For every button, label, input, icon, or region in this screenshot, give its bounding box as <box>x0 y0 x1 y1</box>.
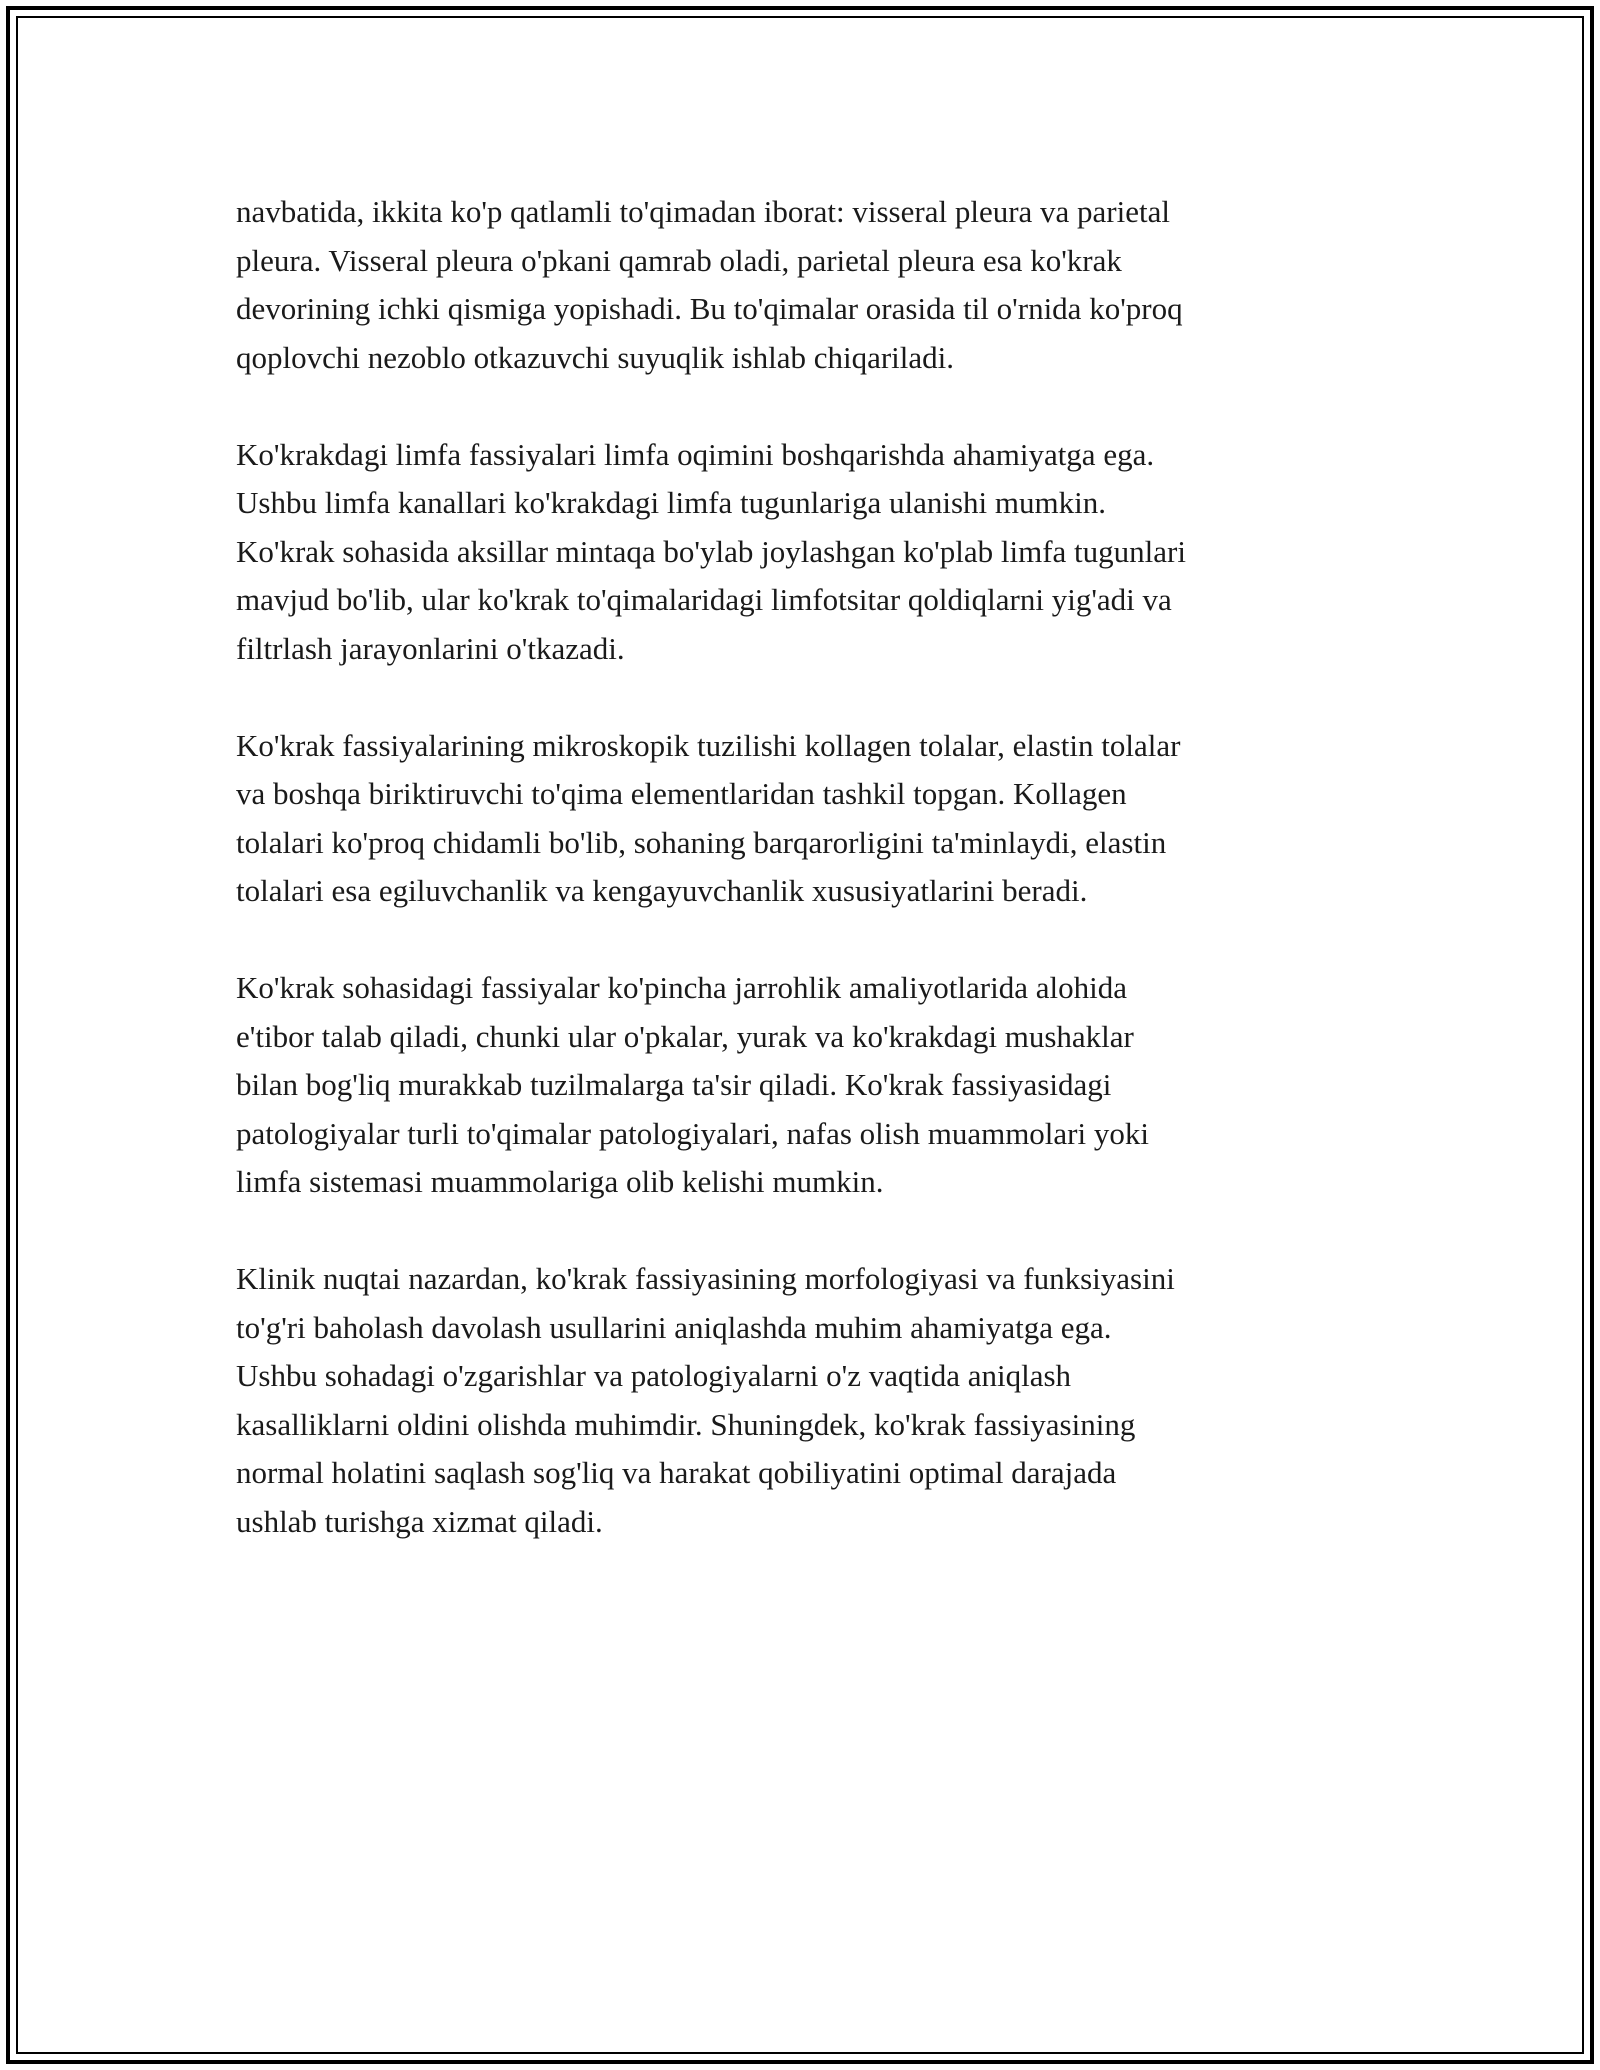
text-line: ushlab turishga xizmat qiladi. <box>236 1503 603 1539</box>
text-line: tolalari ko'proq chidamli bo'lib, sohaning barqarorligini ta'minlaydi, elastin <box>236 824 1167 860</box>
text-line: Ushbu limfa kanallari ko'krakdagi limfa tugunlariga ulanishi mumkin. <box>236 485 1106 520</box>
text-line: mavjud bo'lib, ular ko'krak to'qimalaridagi limfotsitar qoldiqlarni yig'adi va <box>236 582 1172 617</box>
text-line: tolalari esa egiluvchanlik va kengayuvchanlik xususiyatlarini beradi. <box>236 873 1088 908</box>
text-line: devorining ichki qismiga yopishadi. Bu to'qimalar orasida til o'rnida ko'proq <box>236 291 1183 326</box>
text-line: filtrlash jarayonlarini o'tkazadi. <box>236 630 625 666</box>
text-line: kasalliklarni oldini olishda muhimdir. Shuningdek, ko'krak fassiyasining <box>236 1406 1136 1442</box>
text-line: normal holatini saqlash sog'liq va harakat qobiliyatini optimal darajada <box>236 1455 1117 1490</box>
text-line: limfa sistemasi muammolariga olib kelishi mumkin. <box>236 1164 884 1199</box>
paragraph-3 <box>236 722 1366 916</box>
text-line: navbatida, ikkita ko'p qatlamli to'qimadan iborat: visseral pleura va parietal <box>236 194 1170 229</box>
text-line: va boshqa biriktiruvchi to'qima elementlaridan tashkil topgan. Kollagen <box>236 776 1127 811</box>
paragraph-5 <box>236 1255 1366 1546</box>
text-line: bilan bog'liq murakkab tuzilmalarga ta'sir qiladi. Ko'krak fassiyasidagi <box>236 1067 1112 1102</box>
text-line: Ushbu sohadagi o'zgarishlar va patologiyalarni o'z vaqtida aniqlash <box>236 1358 1072 1393</box>
text-line: pleura. Visseral pleura o'pkani qamrab oladi, parietal pleura esa ko'krak <box>236 242 1122 278</box>
document-body <box>236 188 1366 1595</box>
text-line: qoplovchi nezoblo otkazuvchi suyuqlik ishlab chiqariladi. <box>236 339 955 375</box>
paragraph-4 <box>236 964 1366 1207</box>
text-line: Ko'krak sohasidagi fassiyalar ko'pincha jarrohlik amaliyotlarida alohida <box>236 970 1127 1005</box>
paragraph-2 <box>236 431 1366 674</box>
text-line: e'tibor talab qiladi, chunki ular o'pkalar, yurak va ko'krakdagi mushaklar <box>236 1018 1134 1054</box>
text-line: Ko'krak fassiyalarining mikroskopik tuzilishi kollagen tolalar, elastin tolalar <box>236 727 1181 763</box>
text-line: Klinik nuqtai nazardan, ko'krak fassiyasining morfologiyasi va funksiyasini <box>236 1261 1175 1296</box>
text-line: patologiyalar turli to'qimalar patologiyalari, nafas olish muammolari yoki <box>236 1115 1149 1151</box>
text-line: Ko'krak sohasida aksillar mintaqa bo'ylab joylashgan ko'plab limfa tugunlari <box>236 533 1186 569</box>
paragraph-1 <box>236 188 1366 382</box>
text-line: to'g'ri baholash davolash usullarini aniqlashda muhim ahamiyatga ega. <box>236 1309 1112 1345</box>
text-line: Ko'krakdagi limfa fassiyalari limfa oqimini boshqarishda ahamiyatga ega. <box>236 436 1155 472</box>
